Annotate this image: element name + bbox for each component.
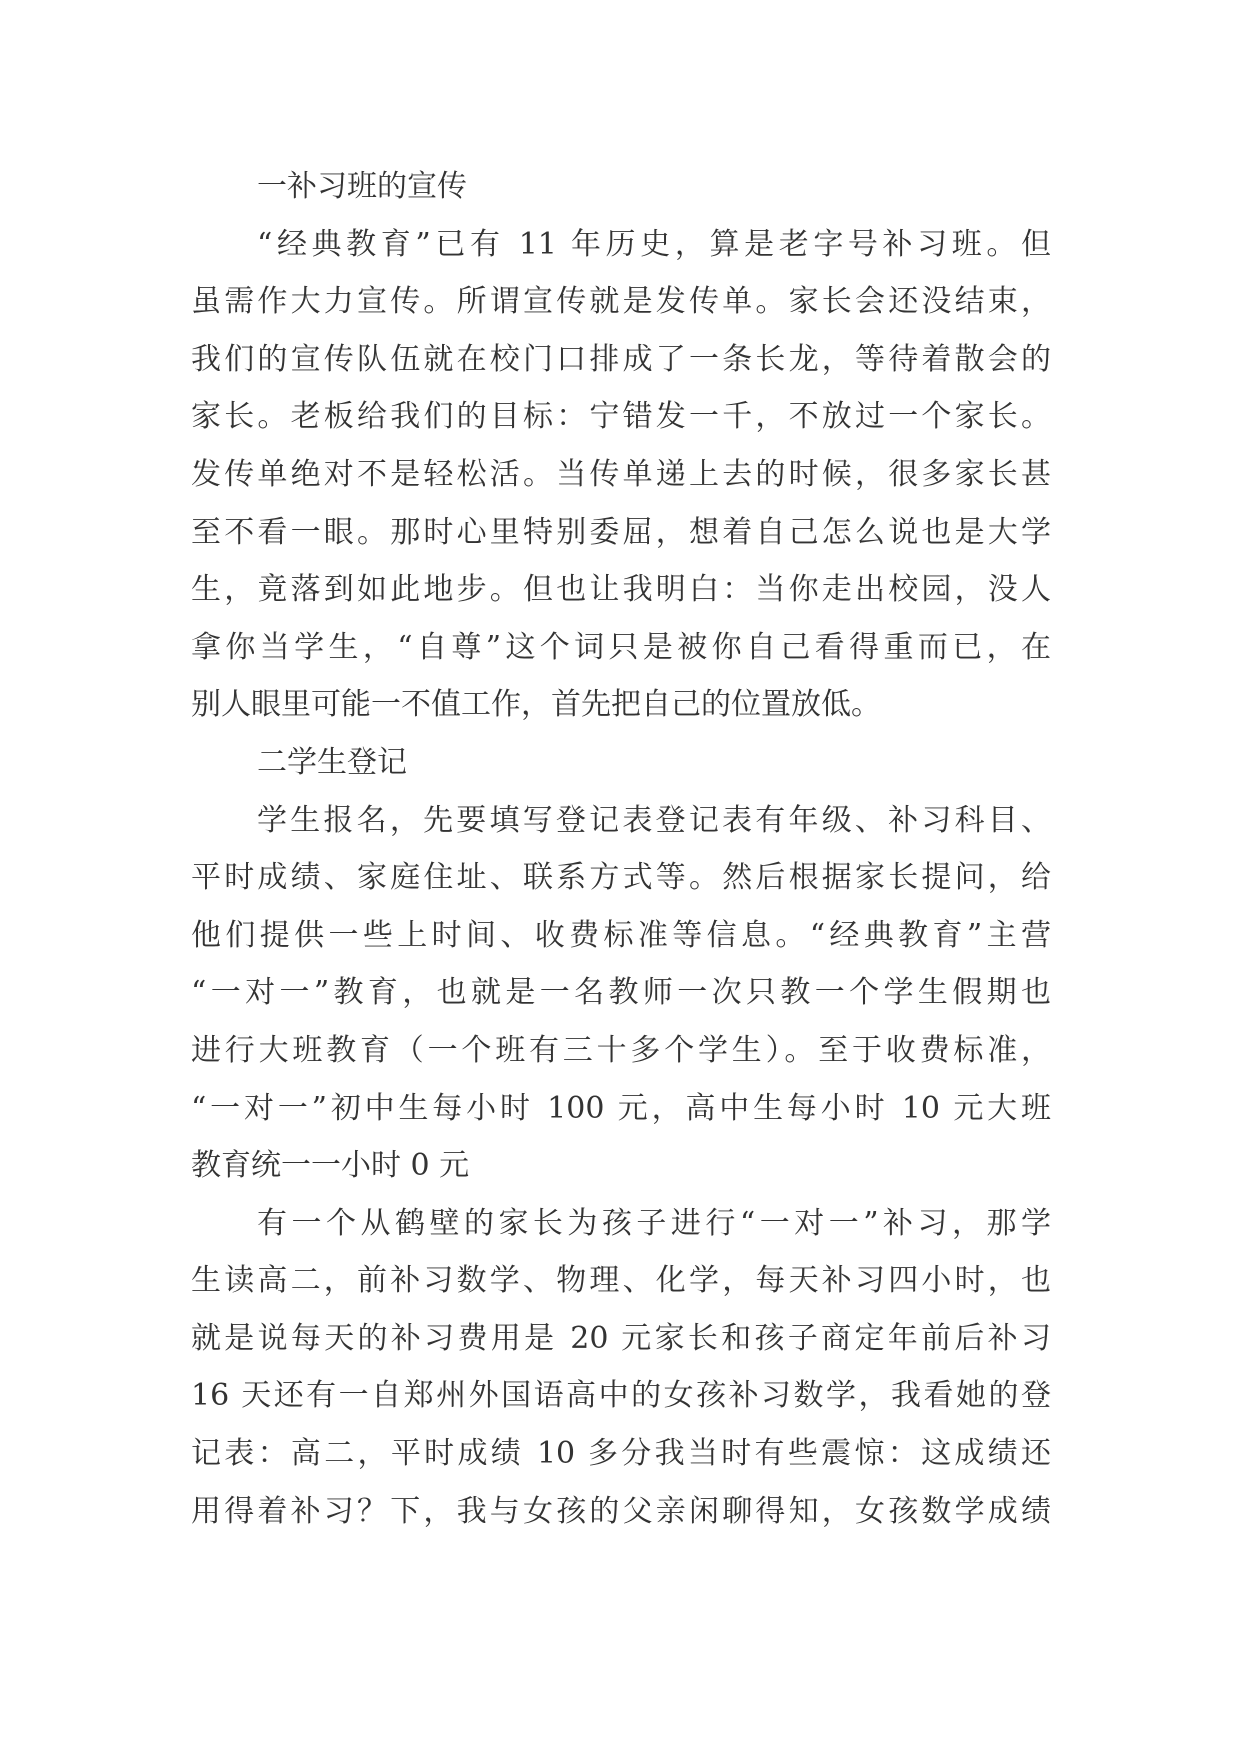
paragraph-line: “一对一”初中生每小时 100 元，高中生每小时 10 元大班 [191,1090,1051,1126]
paragraph-line: 虽需作大力宣传。所谓宣传就是发传单。家长会还没结束， [191,284,1051,320]
paragraph-line: 16 天还有一自郑州外国语高中的女孩补习数学，我看她的登 [191,1378,1051,1414]
paragraph-line: 发传单绝对不是轻松活。当传单递上去的时候，很多家长甚 [191,456,1051,492]
paragraph-line: 学生报名，先要填写登记表登记表有年级、补习科目、 [257,802,1051,838]
paragraph-line: 生读高二，前补习数学、物理、化学，每天补习四小时，也 [191,1263,1051,1299]
paragraph-line: 用得着补习？下，我与女孩的父亲闲聊得知，女孩数学成绩 [191,1493,1051,1529]
paragraph-line: 有一个从鹤壁的家长为孩子进行“一对一”补习，那学 [257,1205,1051,1241]
paragraph-line: 我们的宣传队伍就在校门口排成了一条长龙，等待着散会的 [191,341,1051,377]
paragraph-line: 教育统一一小时 0 元 [191,1148,470,1184]
paragraph-line: “经典教育”已有 11 年历史，算是老字号补习班。但 [257,226,1051,262]
paragraph-line: 记表：高二，平时成绩 10 多分我当时有些震惊：这成绩还 [191,1436,1051,1472]
paragraph-line: 拿你当学生，“自尊”这个词只是被你自己看得重而已，在 [191,629,1051,665]
paragraph-line: 进行大班教育（一个班有三十多个学生）。至于收费标准， [191,1032,1051,1068]
paragraph-line: 生，竟落到如此地步。但也让我明白：当你走出校园，没人 [191,572,1051,608]
document-body [191,158,1051,1540]
paragraph-line: 家长。老板给我们的目标：宁错发一千，不放过一个家长。 [191,399,1051,435]
section-heading: 一补习班的宣传 [257,169,467,204]
paragraph-line: 他们提供一些上时间、收费标准等信息。“经典教育”主营 [191,917,1051,953]
paragraph-line: 平时成绩、家庭住址、联系方式等。然后根据家长提问，给 [191,860,1051,896]
section-heading: 二学生登记 [257,744,407,780]
paragraph-line: 就是说每天的补习费用是 20 元家长和孩子商定年前后补习 [191,1320,1051,1356]
paragraph-line: 别人眼里可能一不值工作，首先把自己的位置放低。 [191,687,881,723]
paragraph-line: “一对一”教育，也就是一名教师一次只教一个学生假期也 [191,975,1051,1011]
paragraph-line: 至不看一眼。那时心里特别委屈，想着自己怎么说也是大学 [191,514,1051,550]
